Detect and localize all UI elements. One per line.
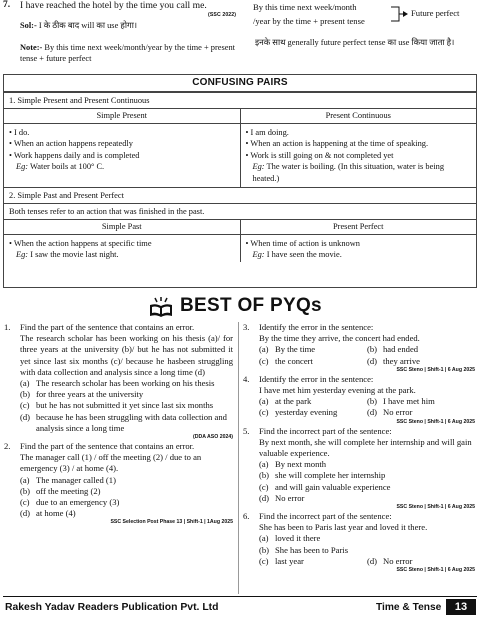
- list-item: • I am doing.: [245, 127, 289, 137]
- question-sentence: By next month, she will complete her internship and will gain valuable experience.: [259, 436, 472, 459]
- question-1: [4, 322, 233, 441]
- tense-diagram: [253, 2, 478, 36]
- question-sentence: The research scholar has been working on his thesis (a)/ for three years at the university (b)/ but he has not submitted it yet since last six months (c)/ because he hasbeen struggling with data collection and analysis since a long time (d): [20, 333, 233, 377]
- hindi-note: इनके साथ generally future perfect tense का use किया जाता है।: [255, 38, 455, 47]
- section-2-head-right: Present Perfect: [240, 220, 476, 235]
- option-b[interactable]: (b) she will complete her internship: [259, 470, 386, 481]
- list-item: • When the action happens at specific time: [9, 238, 152, 248]
- bracket-arrow-icon: [389, 5, 409, 23]
- option-a[interactable]: (a) The manager called (1): [20, 474, 116, 485]
- question-number: 7.: [3, 0, 11, 10]
- option-b[interactable]: (b) She has been to Paris: [259, 544, 349, 555]
- solution-label: Sol:-: [20, 21, 37, 30]
- option-b[interactable]: (b) off the meeting (2): [20, 485, 101, 496]
- publisher-name: Rakesh Yadav Readers Publication Pvt. Ltd: [5, 602, 219, 613]
- question-source: SSC Steno | Shift-1 | 6 Aug 2025: [396, 567, 475, 574]
- example-label: Eg:: [252, 162, 265, 171]
- section-2-description: Both tenses refer to an action that was finished in the past.: [4, 204, 476, 220]
- question-source: (SSC 2022): [208, 12, 237, 18]
- option-c[interactable]: (c) last year: [259, 555, 304, 566]
- question-source: SSC Steno | Shift-1 | 6 Aug 2025: [396, 366, 475, 373]
- confusing-pairs-title: CONFUSING PAIRS: [4, 75, 476, 92]
- option-d[interactable]: (d) No error: [367, 555, 413, 566]
- question-sentence: I have met him yesterday evening at the park.: [259, 385, 416, 396]
- book-icon: [148, 296, 174, 318]
- section-2-title: 2. Simple Past and Present Perfect: [4, 188, 476, 204]
- pyq-left-column: [4, 322, 233, 526]
- question-sentence: By the time they arrive, the concert had ended.: [259, 333, 420, 344]
- option-a[interactable]: (a) By the time: [259, 344, 316, 355]
- question-number: 5.: [243, 425, 250, 436]
- option-b[interactable]: (b) for three years at the university: [20, 389, 144, 400]
- question-sentence: The manager call (1) / off the meeting (2) / due to an emergency (3) / at home (4).: [20, 452, 202, 474]
- example-label: Eg:: [252, 250, 265, 259]
- list-item: • When an action happens repeatedly: [9, 139, 133, 148]
- option-a[interactable]: (a) By next month: [259, 459, 327, 470]
- option-b[interactable]: (b) had ended: [367, 344, 419, 355]
- list-item: • When an action is happening at the time of speaking.: [245, 139, 429, 148]
- question-prompt: Identify the error in the sentence:: [259, 322, 374, 332]
- option-c[interactable]: (c) the concert: [259, 355, 313, 366]
- option-d[interactable]: (d) No error: [367, 407, 413, 418]
- question-number: 3.: [243, 322, 250, 332]
- option-a[interactable]: (a) at the park: [259, 396, 312, 407]
- section-1-left-cell: [4, 123, 240, 188]
- diagram-line-2: /year by the time + present tense: [253, 16, 365, 26]
- option-a[interactable]: (a) The research scholar has been working on his thesis: [20, 378, 215, 389]
- example-text: Water boils at 100° C.: [30, 162, 105, 171]
- list-item: • Work is still going on & not completed yet: [245, 150, 394, 160]
- pyq-right-column: [243, 322, 475, 574]
- question-text: I have reached the hotel by the time you call me.: [20, 0, 207, 11]
- note-label: Note:-: [20, 43, 43, 52]
- example-line: [9, 161, 235, 173]
- question-number: 1.: [4, 322, 11, 332]
- question-source: (DDA ASO 2024): [193, 434, 233, 441]
- confusing-pairs-panel: [3, 74, 477, 288]
- page-number: 13: [446, 599, 476, 615]
- note-text: By this time next week/month/year by the time + present tense + future perfect: [20, 43, 235, 63]
- option-c[interactable]: (c) and will gain valuable experience: [259, 481, 391, 492]
- example-text: I saw the movie last night.: [30, 250, 119, 259]
- question-prompt: Find the incorrect part of the sentence:: [259, 511, 392, 522]
- section-1-right-cell: [240, 123, 476, 188]
- question-prompt: Find the part of the sentence that contains an error.: [20, 441, 195, 452]
- example-line: [9, 249, 235, 261]
- example-line: [246, 249, 472, 261]
- question-number: 2.: [4, 441, 11, 452]
- section-2-right-cell: [240, 234, 476, 262]
- example-label: Eg:: [16, 250, 29, 259]
- option-b[interactable]: (b) I have met him: [367, 396, 435, 407]
- question-5: [243, 426, 475, 511]
- question-3: [243, 322, 475, 374]
- question-prompt: Find the incorrect part of the sentence:: [259, 425, 392, 436]
- option-d[interactable]: (d) they arrive: [367, 355, 420, 366]
- diagram-line-1: By this time next week/month: [253, 2, 357, 12]
- section-1-head-right: Present Continuous: [240, 109, 476, 124]
- question-sentence: She has been to Paris last year and loved it there.: [259, 522, 428, 533]
- section-1-title: 1. Simple Present and Present Continuous: [4, 93, 476, 109]
- option-a[interactable]: (a) loved it there: [259, 533, 321, 544]
- footer-rule: [3, 596, 477, 597]
- top-section: [3, 0, 477, 68]
- option-d[interactable]: (d) at home (4): [20, 508, 76, 519]
- question-source: SSC Steno | Shift-1 | 6 Aug 2025: [396, 504, 475, 511]
- question-source: SSC Steno | Shift-1 | 6 Aug 2025: [396, 418, 475, 425]
- diagram-label: Future perfect: [411, 8, 460, 18]
- option-d[interactable]: (d) because he has been struggling with data collection and analysis since a long time: [20, 411, 227, 433]
- question-4: [243, 374, 475, 426]
- option-c[interactable]: (c) due to an emergency (3): [20, 497, 120, 508]
- pyq-heading: [148, 294, 348, 320]
- question-2: [4, 441, 233, 526]
- question-prompt: Identify the error in the sentence:: [259, 373, 374, 384]
- section-1-head-left: Simple Present: [4, 109, 240, 124]
- option-c[interactable]: (c) but he has not submitted it yet since last six months: [20, 400, 214, 411]
- question-6: [243, 511, 475, 574]
- column-divider: [238, 322, 239, 594]
- question-prompt: Find the part of the sentence that contains an error.: [20, 322, 195, 332]
- example-text: The water is boiling. (In this situation, water is being heated.): [252, 162, 445, 183]
- example-text: I have seen the movie.: [266, 250, 342, 259]
- question-number: 6.: [243, 511, 250, 522]
- solution-line: [20, 20, 137, 31]
- question-source: SSC Selection Post Phase 13 | Shift-1 | 1Aug 2025: [110, 519, 233, 526]
- chapter-name: Time & Tense: [376, 602, 442, 613]
- example-label: Eg:: [16, 162, 29, 171]
- section-2-head-left: Simple Past: [4, 220, 240, 235]
- confusing-pairs-table: [4, 92, 476, 262]
- list-item: • When time of action is unknown: [245, 238, 360, 248]
- option-c[interactable]: (c) yesterday evening: [259, 407, 338, 418]
- solution-text: I के ठीक बाद will का use होगा।: [38, 21, 138, 30]
- note-block: [20, 42, 240, 64]
- list-item: • Work happens daily and is completed: [9, 150, 140, 160]
- pyq-title: BEST OF PYQs: [180, 295, 322, 316]
- footer: [0, 596, 480, 618]
- example-line: [246, 161, 472, 184]
- section-2-left-cell: [4, 234, 240, 262]
- list-item: • I do.: [9, 127, 30, 137]
- option-d[interactable]: (d) No error: [259, 492, 305, 503]
- question-number: 4.: [243, 373, 250, 384]
